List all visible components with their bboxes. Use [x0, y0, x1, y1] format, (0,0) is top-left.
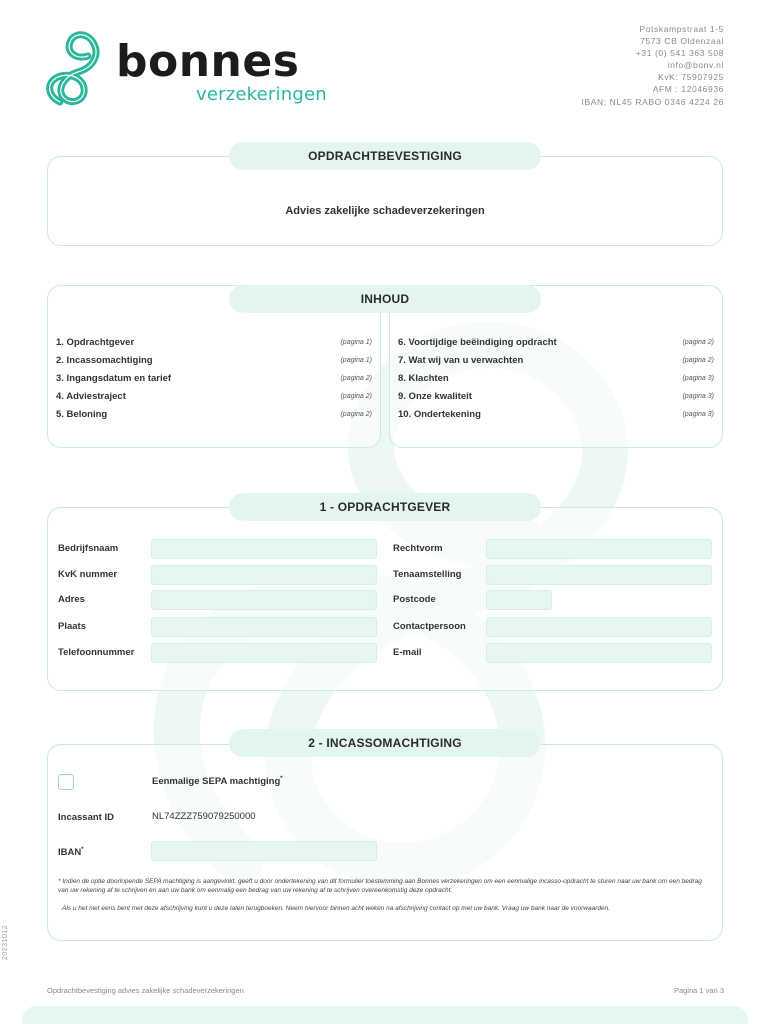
iban-input[interactable]: [151, 841, 377, 861]
opdrachtgever-title: 1 - OPDRACHTGEVER: [229, 493, 541, 521]
toc-item-3[interactable]: [56, 373, 372, 389]
bonnes-logo-icon: [44, 26, 106, 108]
incassomachtiging-section: [47, 744, 723, 941]
company-info: [582, 23, 725, 108]
telefoon-label: Telefoonnummer: [58, 647, 135, 658]
toc-item-9[interactable]: [398, 391, 714, 407]
company-logo: [44, 26, 334, 111]
toc-item-5[interactable]: [56, 409, 372, 425]
toc-item-label: 3. Ingangsdatum en tarief: [56, 373, 172, 384]
toc-item-1[interactable]: [56, 337, 372, 353]
contents-title: INHOUD: [229, 285, 541, 313]
toc-item-label: 5. Beloning: [56, 409, 108, 420]
toc-item-label: 8. Klachten: [398, 373, 449, 384]
toc-item-6[interactable]: [398, 337, 714, 353]
company-kvk: KvK: 75907925: [658, 72, 724, 83]
sepa-label-text: Eenmalige SEPA machtiging: [152, 776, 281, 788]
footer-page-number: Pagina 1 van 3: [673, 986, 724, 995]
opdrachtgever-section: [47, 507, 723, 691]
tenaamstelling-input[interactable]: [486, 565, 712, 585]
contactpersoon-label: Contactpersoon: [393, 621, 466, 632]
refund-note: Als u het niet eens bent met deze afschrijving kunt u deze laten terugboeken. Neem hiervoor binnen acht weken na afschrijving contact op met uw bank. Vraag uw bank naar de voorwaarden.: [62, 905, 611, 912]
postcode-input[interactable]: [486, 590, 552, 610]
sepa-label: [152, 776, 283, 787]
footer-document-name: Opdrachtbevestiging advies zakelijke schadeverzekeringen: [47, 986, 244, 995]
iban-required-mark: *: [81, 847, 84, 853]
toc-item-page: (pagina 1): [340, 339, 372, 346]
company-address: Potskampstraat 1-5: [639, 24, 724, 34]
rechtsvorm-label: Rechtvorm: [393, 543, 443, 554]
toc-item-page: (pagina 2): [340, 411, 372, 418]
tenaamstelling-label: Tenaamstelling: [393, 569, 462, 580]
bedrijfsnaam-label: Bedrijfsnaam: [58, 543, 119, 554]
incassomachtiging-title: 2 - INCASSOMACHTIGING: [229, 729, 541, 757]
toc-item-label: 9. Onze kwaliteit: [398, 391, 472, 402]
brand-name: bonnes: [116, 36, 300, 87]
adres-label: Adres: [58, 594, 85, 605]
toc-item-8[interactable]: [398, 373, 714, 389]
adres-input[interactable]: [151, 590, 377, 610]
toc-item-label: 2. Incassomachtiging: [56, 355, 153, 366]
company-postcode: 7573 CB Oldenzaal: [640, 36, 724, 47]
plaats-label: Plaats: [58, 621, 86, 632]
toc-item-page: (pagina 2): [340, 393, 372, 400]
toc-item-page: (pagina 3): [682, 393, 714, 400]
sepa-checkbox[interactable]: [58, 774, 74, 790]
document-subtitle: Advies zakelijke schadeverzekeringen: [285, 205, 485, 217]
iban-label: [58, 847, 84, 858]
toc-item-label: 6. Voortijdige beëindiging opdracht: [398, 337, 557, 348]
contactpersoon-input[interactable]: [486, 617, 712, 637]
company-email: info@bonv.nl: [667, 60, 724, 71]
postcode-label: Postcode: [393, 594, 436, 605]
toc-item-2[interactable]: [56, 355, 372, 371]
side-code: 20231012: [2, 924, 9, 960]
toc-item-page: (pagina 1): [340, 357, 372, 364]
brand-subtitle: verzekeringen: [196, 84, 327, 105]
company-phone: +31 (0) 541 363 508: [635, 48, 724, 59]
incassant-value: NL74ZZZ759079250000: [152, 811, 256, 822]
sepa-required-mark: *: [280, 776, 283, 782]
email-label: E-mail: [393, 647, 422, 658]
toc-item-page: (pagina 2): [682, 357, 714, 364]
sepa-note: * Indien de optie doorlopende SEPA machtiging is aangevinkt, geeft u door ondertekening van dit formulier toestemming aan Bonnes verzekeringen om een eenmalige incasso-opdracht te sturen naar uw bank om een bedrag van uw rekening af te schrijven en aan uw bank om eenmalig een bedrag van uw rekening af te schrijven overeenkomstig deze opdracht.: [58, 878, 702, 894]
incassant-label: Incassant ID: [58, 812, 114, 823]
toc-item-10[interactable]: [398, 409, 714, 425]
toc-item-page: (pagina 2): [340, 375, 372, 382]
toc-item-7[interactable]: [398, 355, 714, 371]
toc-item-page: (pagina 2): [682, 339, 714, 346]
kvk-label: KvK nummer: [58, 569, 118, 580]
document-title: OPDRACHTBEVESTIGING: [229, 142, 541, 170]
toc-item-label: 7. Wat wij van u verwachten: [398, 355, 524, 366]
kvk-input[interactable]: [151, 565, 377, 585]
telefoon-input[interactable]: [151, 643, 377, 663]
company-iban: IBAN: NL45 RABO 0346 4224 26: [581, 96, 724, 107]
toc-item-label: 4. Adviestraject: [56, 391, 126, 402]
bottom-band: [22, 1006, 748, 1024]
bedrijfsnaam-input[interactable]: [151, 539, 377, 559]
toc-item-4[interactable]: [56, 391, 372, 407]
rechtsvorm-input[interactable]: [486, 539, 712, 559]
email-input[interactable]: [486, 643, 712, 663]
toc-item-page: (pagina 3): [682, 411, 714, 418]
toc-item-label: 10. Ondertekening: [398, 409, 481, 420]
company-afm: AFM : 12046936: [652, 84, 724, 95]
plaats-input[interactable]: [151, 617, 377, 637]
iban-label-text: IBAN: [58, 847, 82, 859]
toc-item-page: (pagina 3): [682, 375, 714, 382]
toc-item-label: 1. Opdrachtgever: [56, 337, 135, 348]
